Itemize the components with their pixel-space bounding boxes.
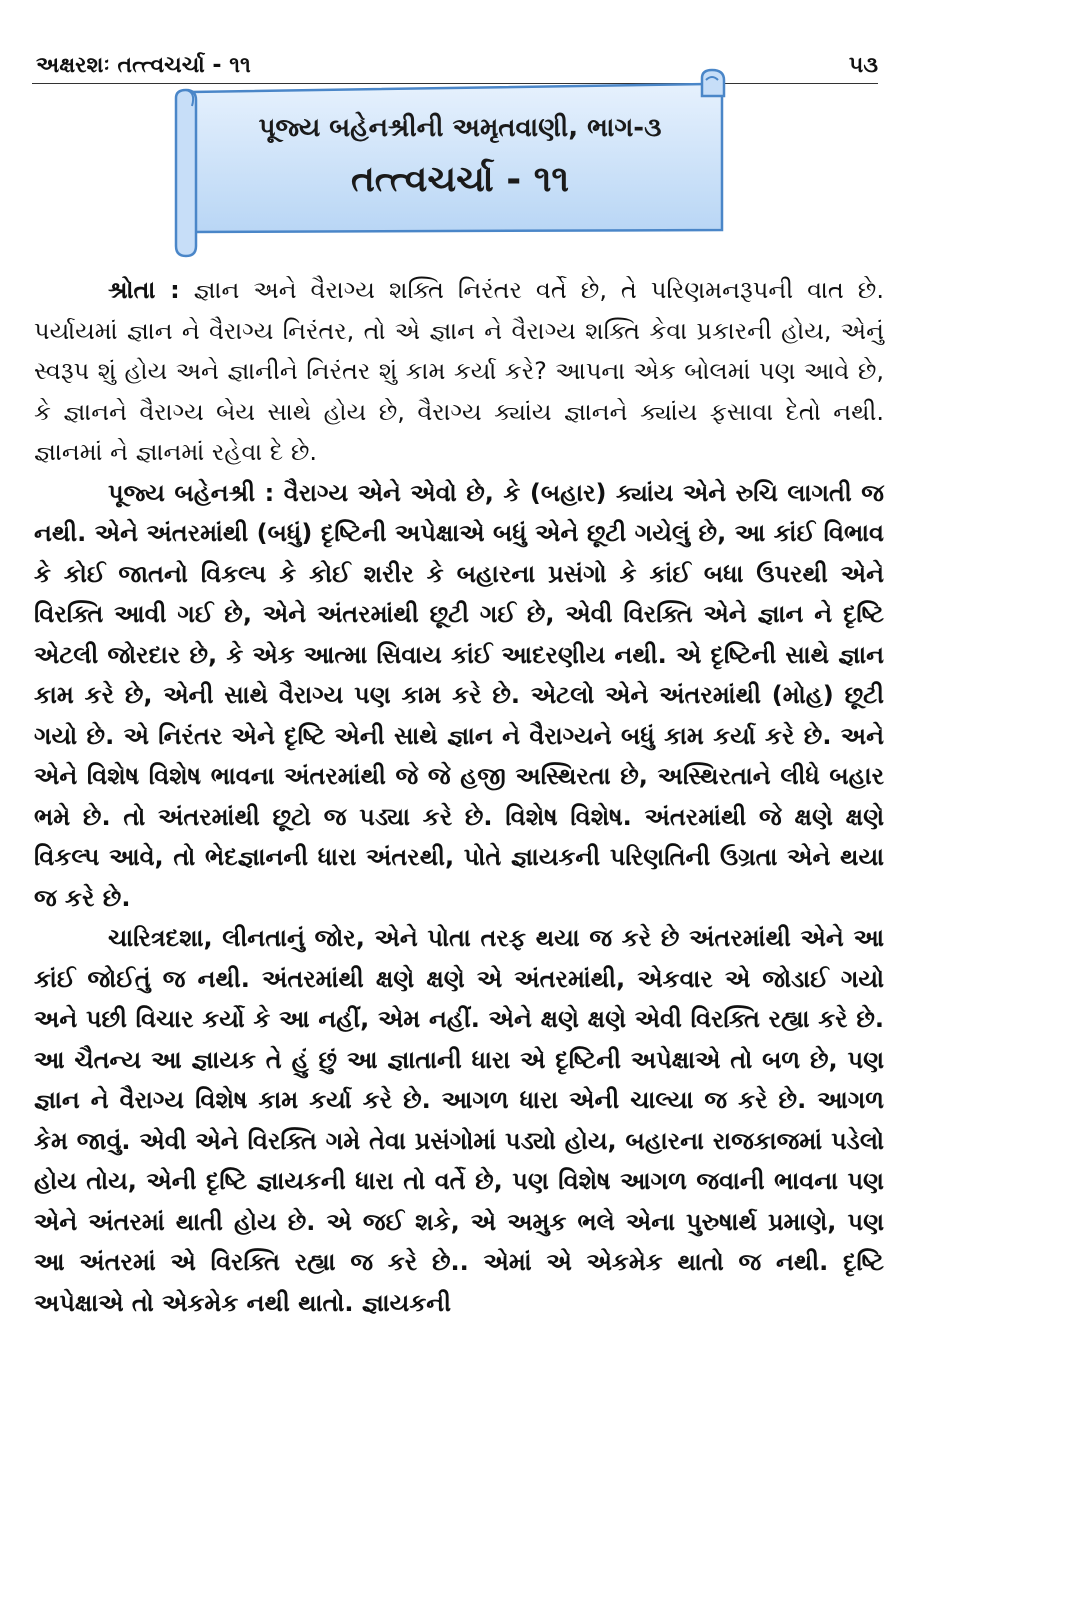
body-text bbox=[34, 270, 884, 1323]
speaker-label: પૂજ્ય બહેનશ્રી : bbox=[108, 478, 275, 507]
paragraph-text: ચારિત્રદશા, લીનતાનું જોર, એને પોતા તરફ થયા જ કરે છે અંતરમાંથી એને આ કાંઈ જોઈતું જ નથી. અંતરમાંથી ક્ષણે ક્ષણે એ અંતરમાંથી, એકવાર એ જોડાઈ ગયો અને પછી વિચાર કર્યો કે આ નહીં, એમ નહીં. એને ક્ષણે ક્ષણે એવી વિરક્તિ રહ્યા કરે છે. આ ચૈતન્ય આ જ્ઞાયક તે હું છું આ જ્ઞાતાની ધારા એ દૃષ્ટિની અપેક્ષાએ તો બળ છે, પણ જ્ઞાન ને વૈરાગ્ય વિશેષ કામ કર્યા કરે છે. આગળ ધારા એની ચાલ્યા જ કરે છે. આગળ કેમ જાવું. એવી એને વિરક્તિ ગમે તેવા પ્રસંગોમાં પડ્યો હોય, બહારના રાજકાજમાં પડેલો હોય તોય, એની દૃષ્ટિ જ્ઞાયકની ધારા તો વર્તે છે, પણ વિશેષ આગળ જવાની ભાવના પણ એને અંતરમાં થાતી હોય છે. એ જઈ શકે, એ અમુક ભલે એના પુરુષાર્થ પ્રમાણે, પણ આ અંતરમાં એ વિરક્તિ રહ્યા જ કરે છે.. એમાં એ એકમેક થાતો જ નથી. દૃષ્ટિ અપેક્ષાએ તો એકમેક નથી થાતો. જ્ઞાયકની bbox=[34, 924, 884, 1317]
page-number: ૫૩ bbox=[848, 53, 878, 78]
paragraph-text: જ્ઞાન અને વૈરાગ્ય શક્તિ નિરંતર વર્તે છે, તે પરિણમનરૂપની વાત છે. પર્યાયમાં જ્ઞાન ને વૈરાગ્ય નિરંતર, તો એ જ્ઞાન ને વૈરાગ્ય શક્તિ કેવા પ્રકારની હોય, એનું સ્વરૂપ શું હોય અને જ્ઞાનીને નિરંતર શું કામ કર્યા કરે? આપના એક બોલમાં પણ આવે છે, કે જ્ઞાનને વૈરાગ્ય બેય સાથે હોય છે, વૈરાગ્ય ક્યાંય જ્ઞાનને ક્યાંય ફસાવા દેતો નથી. જ્ઞાનમાં ને જ્ઞાનમાં રહેવા દે છે. bbox=[34, 276, 884, 466]
banner-title: તત્ત્વચર્ચા - ૧૧ bbox=[350, 159, 570, 200]
paragraph-text: વૈરાગ્ય એને એવો છે, કે (બહાર) ક્યાંય એને રુચિ લાગતી જ નથી. એને અંતરમાંથી (બધું) દૃષ્ટિની અપેક્ષાએ બધું એને છૂટી ગયેલું છે, આ કાંઈ વિભાવ કે કોઈ જાતનો વિકલ્પ કે કોઈ શરીર કે બહારના પ્રસંગો કે કાંઈ બધા ઉપરથી એને વિરક્તિ આવી ગઈ છે, એને અંતરમાંથી છૂટી ગઈ છે, એવી વિરક્તિ એને જ્ઞાન ને દૃષ્ટિ એટલી જોરદાર છે, કે એક આત્મા સિવાય કાંઈ આદરણીય નથી. એ દૃષ્ટિની સાથે જ્ઞાન કામ કરે છે, એની સાથે વૈરાગ્ય પણ કામ કરે છે. એટલો એને અંતરમાંથી (મોહ) છૂટી ગયો છે. એ નિરંતર એને દૃષ્ટિ એની સાથે જ્ઞાન ને વૈરાગ્યને બધું કામ કર્યા કરે છે. અને એને વિશેષ વિશેષ ભાવના અંતરમાંથી જે જે હજી અસ્થિરતા છે, અસ્થિરતાને લીધે બહાર ભમે છે. તો અંતરમાંથી છૂટો જ પડ્યા કરે છે. વિશેષ વિશેષ. અંતરમાંથી જે ક્ષણે ક્ષણે વિકલ્પ આવે, તો ભેદજ્ઞાનની ધારા અંતરથી, પોતે જ્ઞાયકની પરિણતિની ઉગ્રતા એને થયા જ કરે છે. bbox=[34, 478, 884, 912]
banner-subtitle: પૂજ્ય બહેનશ્રીની અમૃતવાણી, ભાગ-૩ bbox=[258, 113, 662, 143]
paragraph-behenshri bbox=[34, 473, 884, 919]
speaker-label: શ્રોતા : bbox=[108, 276, 180, 304]
paragraph-continued bbox=[34, 918, 884, 1323]
banner-text bbox=[200, 110, 720, 208]
running-title: અક્ષરશઃ તત્ત્વચર્ચા - ૧૧ bbox=[36, 53, 251, 78]
paragraph-listener bbox=[34, 270, 884, 473]
title-scroll-banner bbox=[170, 68, 730, 258]
